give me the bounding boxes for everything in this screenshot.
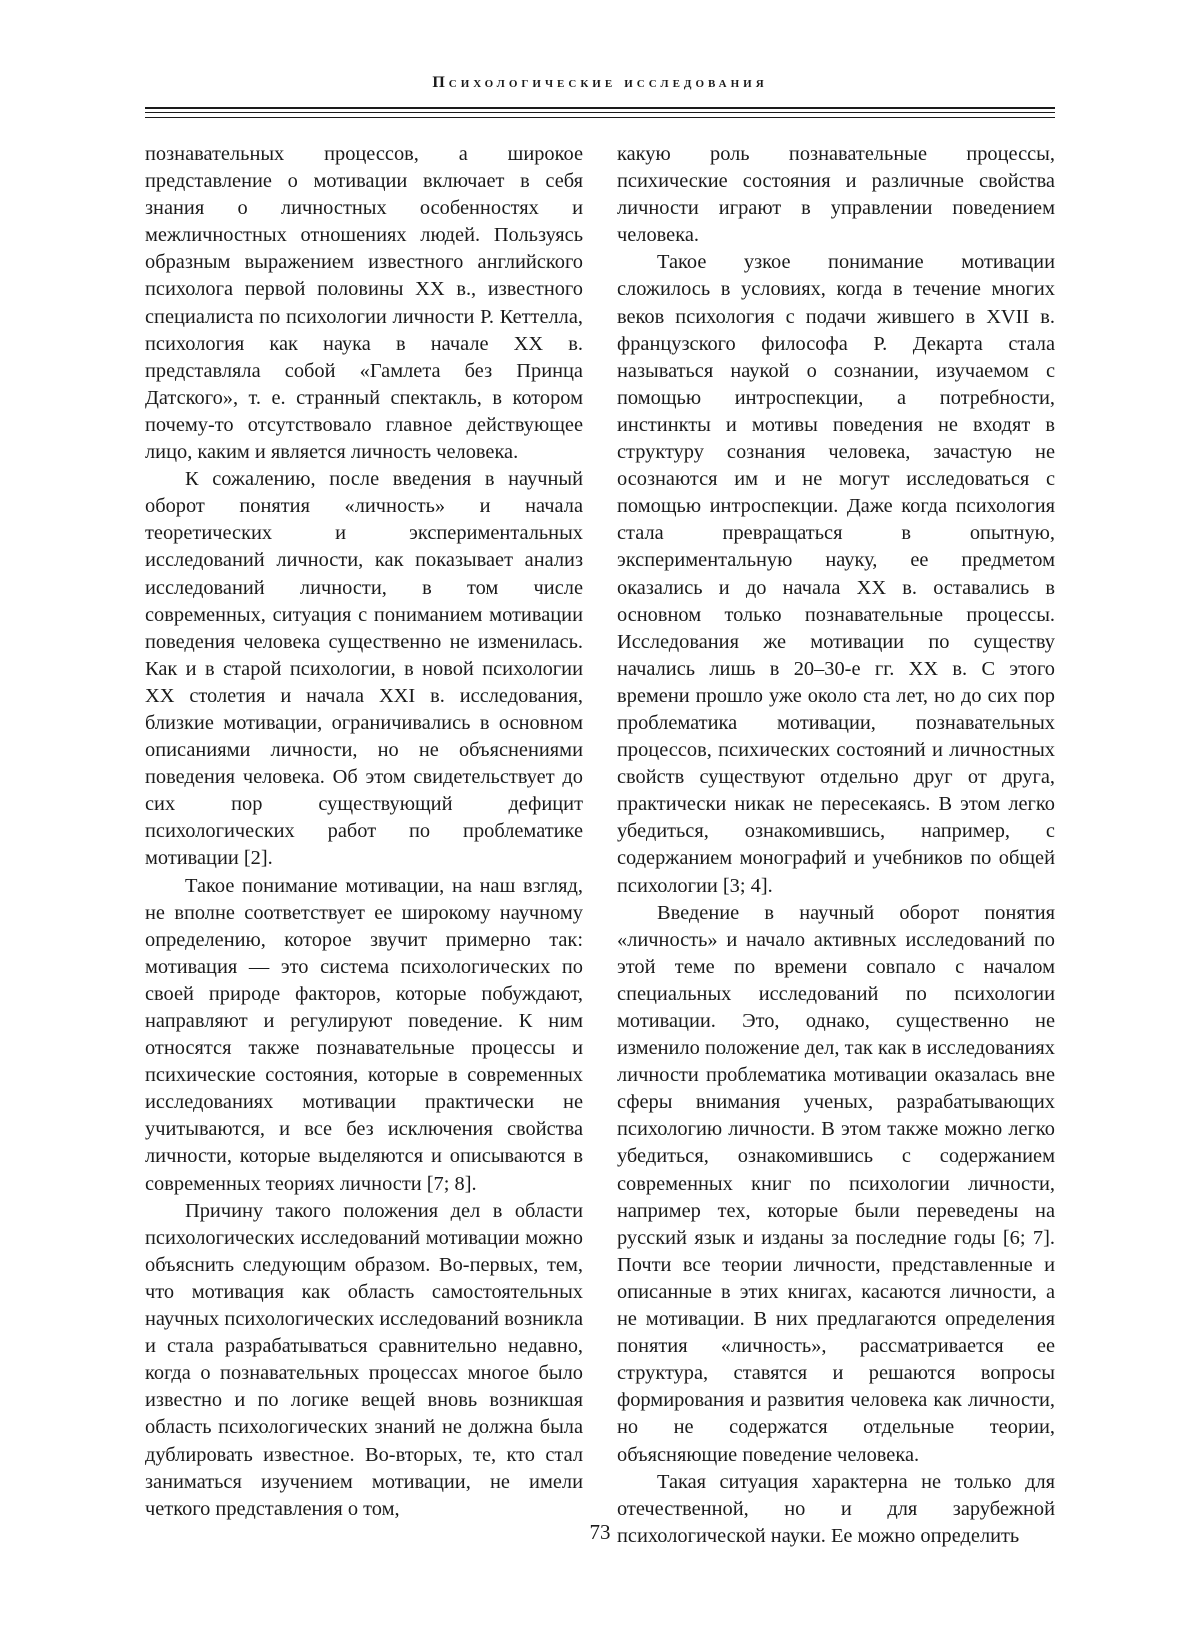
header-rule-thick <box>145 107 1055 109</box>
paragraph: какую роль познавательные процессы, психические состояния и различные свойства личности играют в управлении поведением человека. <box>617 143 1055 247</box>
paragraph: К сожалению, после введения в научный оборот понятия «личность» и начала теоретических и экспериментальных исследований личности, как показывает анализ исследований личности, в том числе современных, ситуация с пониманием мотивации поведения человека существенно не изменилась. Как и в старой психологии, в новой психологии XX столетия и начала XXI в. исследования, близкие мотивации, ограничивались в основном описаниями личности, но не объяснениями поведения человека. Об этом свидетельствует до сих пор существующий дефицит психологических работ по проблематике мотивации [2]. <box>145 468 583 870</box>
paragraph: Такое понимание мотивации, на наш взгляд, не вполне соответствует ее широкому научному определению, которое звучит примерно так: мотивация — это система психологических по своей природе факторов, которые побуждают, направляют и регулируют поведение. К ним относятся также познавательные процессы и психические состояния, которые в современных исследованиях мотивации практически не учитываются, и все без исключения свойства личности, которые выделяются и описываются в современных теориях личности [7; 8]. <box>145 874 583 1195</box>
paragraph: Такая ситуация характерна не только для отечественной, но и для зарубежной психологической науки. Ее можно определить <box>617 1470 1055 1547</box>
paragraph: познавательных процессов, а широкое представление о мотивации включает в себя знания о личностных особенностях и межличностных отношениях людей. Пользуясь образным выражением известного английского психолога первой половины XX в., известного специалиста по психологии личности Р. Кеттелла, психология как наука в начале XX в. представляла собой «Гамлета без Принца Датского», т. е. странный спектакль, в котором почему-то отсутствовало главное действующее лицо, каким и является личность человека. <box>145 143 583 464</box>
paragraph: Введение в научный оборот понятия «личность» и начало активных исследований по этой теме по времени совпало с началом специальных исследований по психологии мотивации. Это, однако, существенно не изменило положение дел, так как в исследованиях личности проблематика мотивации оказалась вне сферы внимания ученых, разрабатывающих психологию личности. В этом также можно легко убедиться, ознакомившись с содержанием современных книг по психологии личности, например тех, которые были переведены на русский язык и изданы за последние годы [6; 7]. Почти все теории личности, представленные и описанные в этих книгах, касаются личности, а не мотивации. В них предлагаются определения понятия «личность», рассматривается ее структура, ставятся и решаются вопросы формирования и развития человека как личности, но не содержатся отдельные теории, объясняющие поведение человека. <box>617 901 1055 1466</box>
page-number: 73 <box>589 1520 611 1544</box>
header-rule-thin-lower <box>145 117 1055 118</box>
left-column <box>145 141 583 1523</box>
right-column <box>617 141 1055 1550</box>
running-header: Психологические исследования <box>432 74 768 91</box>
header-rule-thin <box>145 112 1055 113</box>
paragraph: Такое узкое понимание мотивации сложилось в условиях, когда в течение многих веков психология с подачи жившего в XVII в. французского философа Р. Декарта стала называться наукой о сознании, изучаемом с помощью интроспекции, а потребности, инстинкты и мотивы поведения не входят в структуру сознания человека, зачастую не осознаются им и не могут исследоваться с помощью интроспекции. Даже когда психология стала превращаться в опытную, экспериментальную науку, ее предметом оказались и до начала XX в. оставались в основном только познавательные процессы. Исследования же мотивации по существу начались лишь в 20–30-е гг. XX в. С этого времени прошло уже около ста лет, но до сих пор проблематика мотивации, познавательных процессов, психических состояний и личностных свойств существуют отдельно друг от друга, практически никак не пересекаясь. В этом легко убедиться, ознакомившись, например, с содержанием монографий и учебников по общей психологии [3; 4]. <box>617 251 1055 897</box>
paragraph: Причину такого положения дел в области психологических исследований мотивации можно объяснить следующим образом. Во-первых, тем, что мотивация как область самостоятельных научных психологических исследований возникла и стала разрабатываться сравнительно недавно, когда о познавательных процессах многое было известно и по логике вещей вновь возникшая область психологических знаний не должна была дублировать известное. Во-вторых, те, кто стал заниматься изучением мотивации, не имели четкого представления о том, <box>145 1199 583 1520</box>
